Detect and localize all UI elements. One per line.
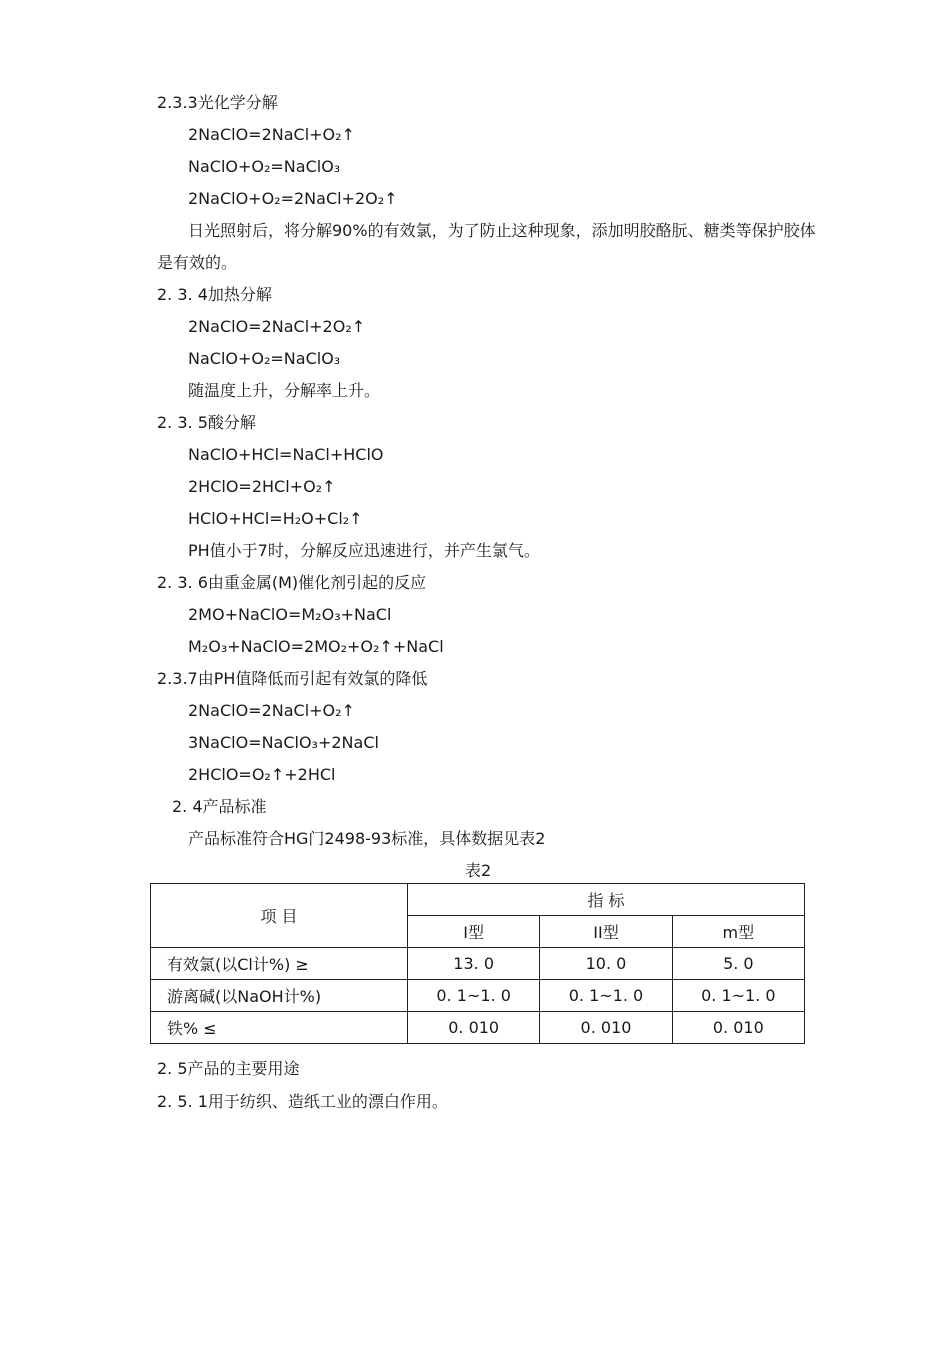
section-heading: 是有效的。 — [157, 253, 238, 272]
text-line: PH值小于7时，分解反应迅速进行，并产生氯气。 — [188, 541, 540, 560]
text-line: 2NaClO=2NaCl+O₂↑ — [188, 125, 355, 144]
paragraph-line: 2. 5. 1用于纺织、造纸工业的漂白作用。 — [157, 1092, 448, 1111]
section-heading: 2.3.3光化学分解 — [157, 93, 278, 112]
section-heading: 2.3.7由PH值降低而引起有效氯的降低 — [157, 669, 428, 688]
text-line: 2MO+NaClO=M₂O₃+NaCl — [188, 605, 392, 624]
section-heading: 2. 5产品的主要用途 — [157, 1059, 300, 1078]
item-header: 项 目 — [151, 884, 408, 948]
text-line: 日光照射后，将分解90%的有效氯，为了防止这种现象，添加明胶酪朊、糖类等保护胶体 — [188, 221, 816, 240]
text-line: 2NaClO=2NaCl+2O₂↑ — [188, 317, 366, 336]
table-caption: 表2 — [465, 861, 492, 880]
text-line: 2NaClO=2NaCl+O₂↑ — [188, 701, 355, 720]
cell-value: 0. 1~1. 0 — [672, 980, 804, 1012]
type-2-header: II型 — [540, 916, 672, 948]
type-3-header: m型 — [672, 916, 804, 948]
text-line: 产品标准符合HG门2498-93标准，具体数据见表2 — [188, 829, 546, 848]
cell-value: 10. 0 — [540, 948, 672, 980]
section-heading: 2. 3. 5酸分解 — [157, 413, 256, 432]
text-line: 随温度上升，分解率上升。 — [188, 381, 381, 400]
text-line: 2HClO=O₂↑+2HCl — [188, 765, 336, 784]
product-standard-table — [150, 883, 805, 1044]
cell-value: 0. 010 — [672, 1012, 804, 1044]
table-row — [151, 948, 805, 980]
table-row — [151, 980, 805, 1012]
cell-value: 0. 010 — [408, 1012, 540, 1044]
section-heading: 2. 3. 6由重金属(M)催化剂引起的反应 — [157, 573, 427, 592]
table-row — [151, 1012, 805, 1044]
text-line: NaClO+HCl=NaCl+HClO — [188, 445, 384, 464]
text-line: NaClO+O₂=NaClO₃ — [188, 157, 341, 176]
cell-value: 5. 0 — [672, 948, 804, 980]
text-line: 3NaClO=NaClO₃+2NaCl — [188, 733, 379, 752]
cell-value: 0. 1~1. 0 — [408, 980, 540, 1012]
cell-value: 0. 1~1. 0 — [540, 980, 672, 1012]
section-heading: 2. 4产品标准 — [172, 797, 267, 816]
type-1-header: I型 — [408, 916, 540, 948]
text-line: M₂O₃+NaClO=2MO₂+O₂↑+NaCl — [188, 637, 444, 656]
text-line: NaClO+O₂=NaClO₃ — [188, 349, 341, 368]
row-label: 铁% ≤ — [151, 1012, 408, 1044]
text-line: 2HClO=2HCl+O₂↑ — [188, 477, 336, 496]
index-header: 指 标 — [408, 884, 805, 916]
row-label: 游离碱(以NaOH计%) — [151, 980, 408, 1012]
section-heading: 2. 3. 4加热分解 — [157, 285, 272, 304]
cell-value: 13. 0 — [408, 948, 540, 980]
text-line: 2NaClO+O₂=2NaCl+2O₂↑ — [188, 189, 398, 208]
text-line: HClO+HCl=H₂O+Cl₂↑ — [188, 509, 363, 528]
row-label: 有效氯(以Cl计%) ≥ — [151, 948, 408, 980]
cell-value: 0. 010 — [540, 1012, 672, 1044]
